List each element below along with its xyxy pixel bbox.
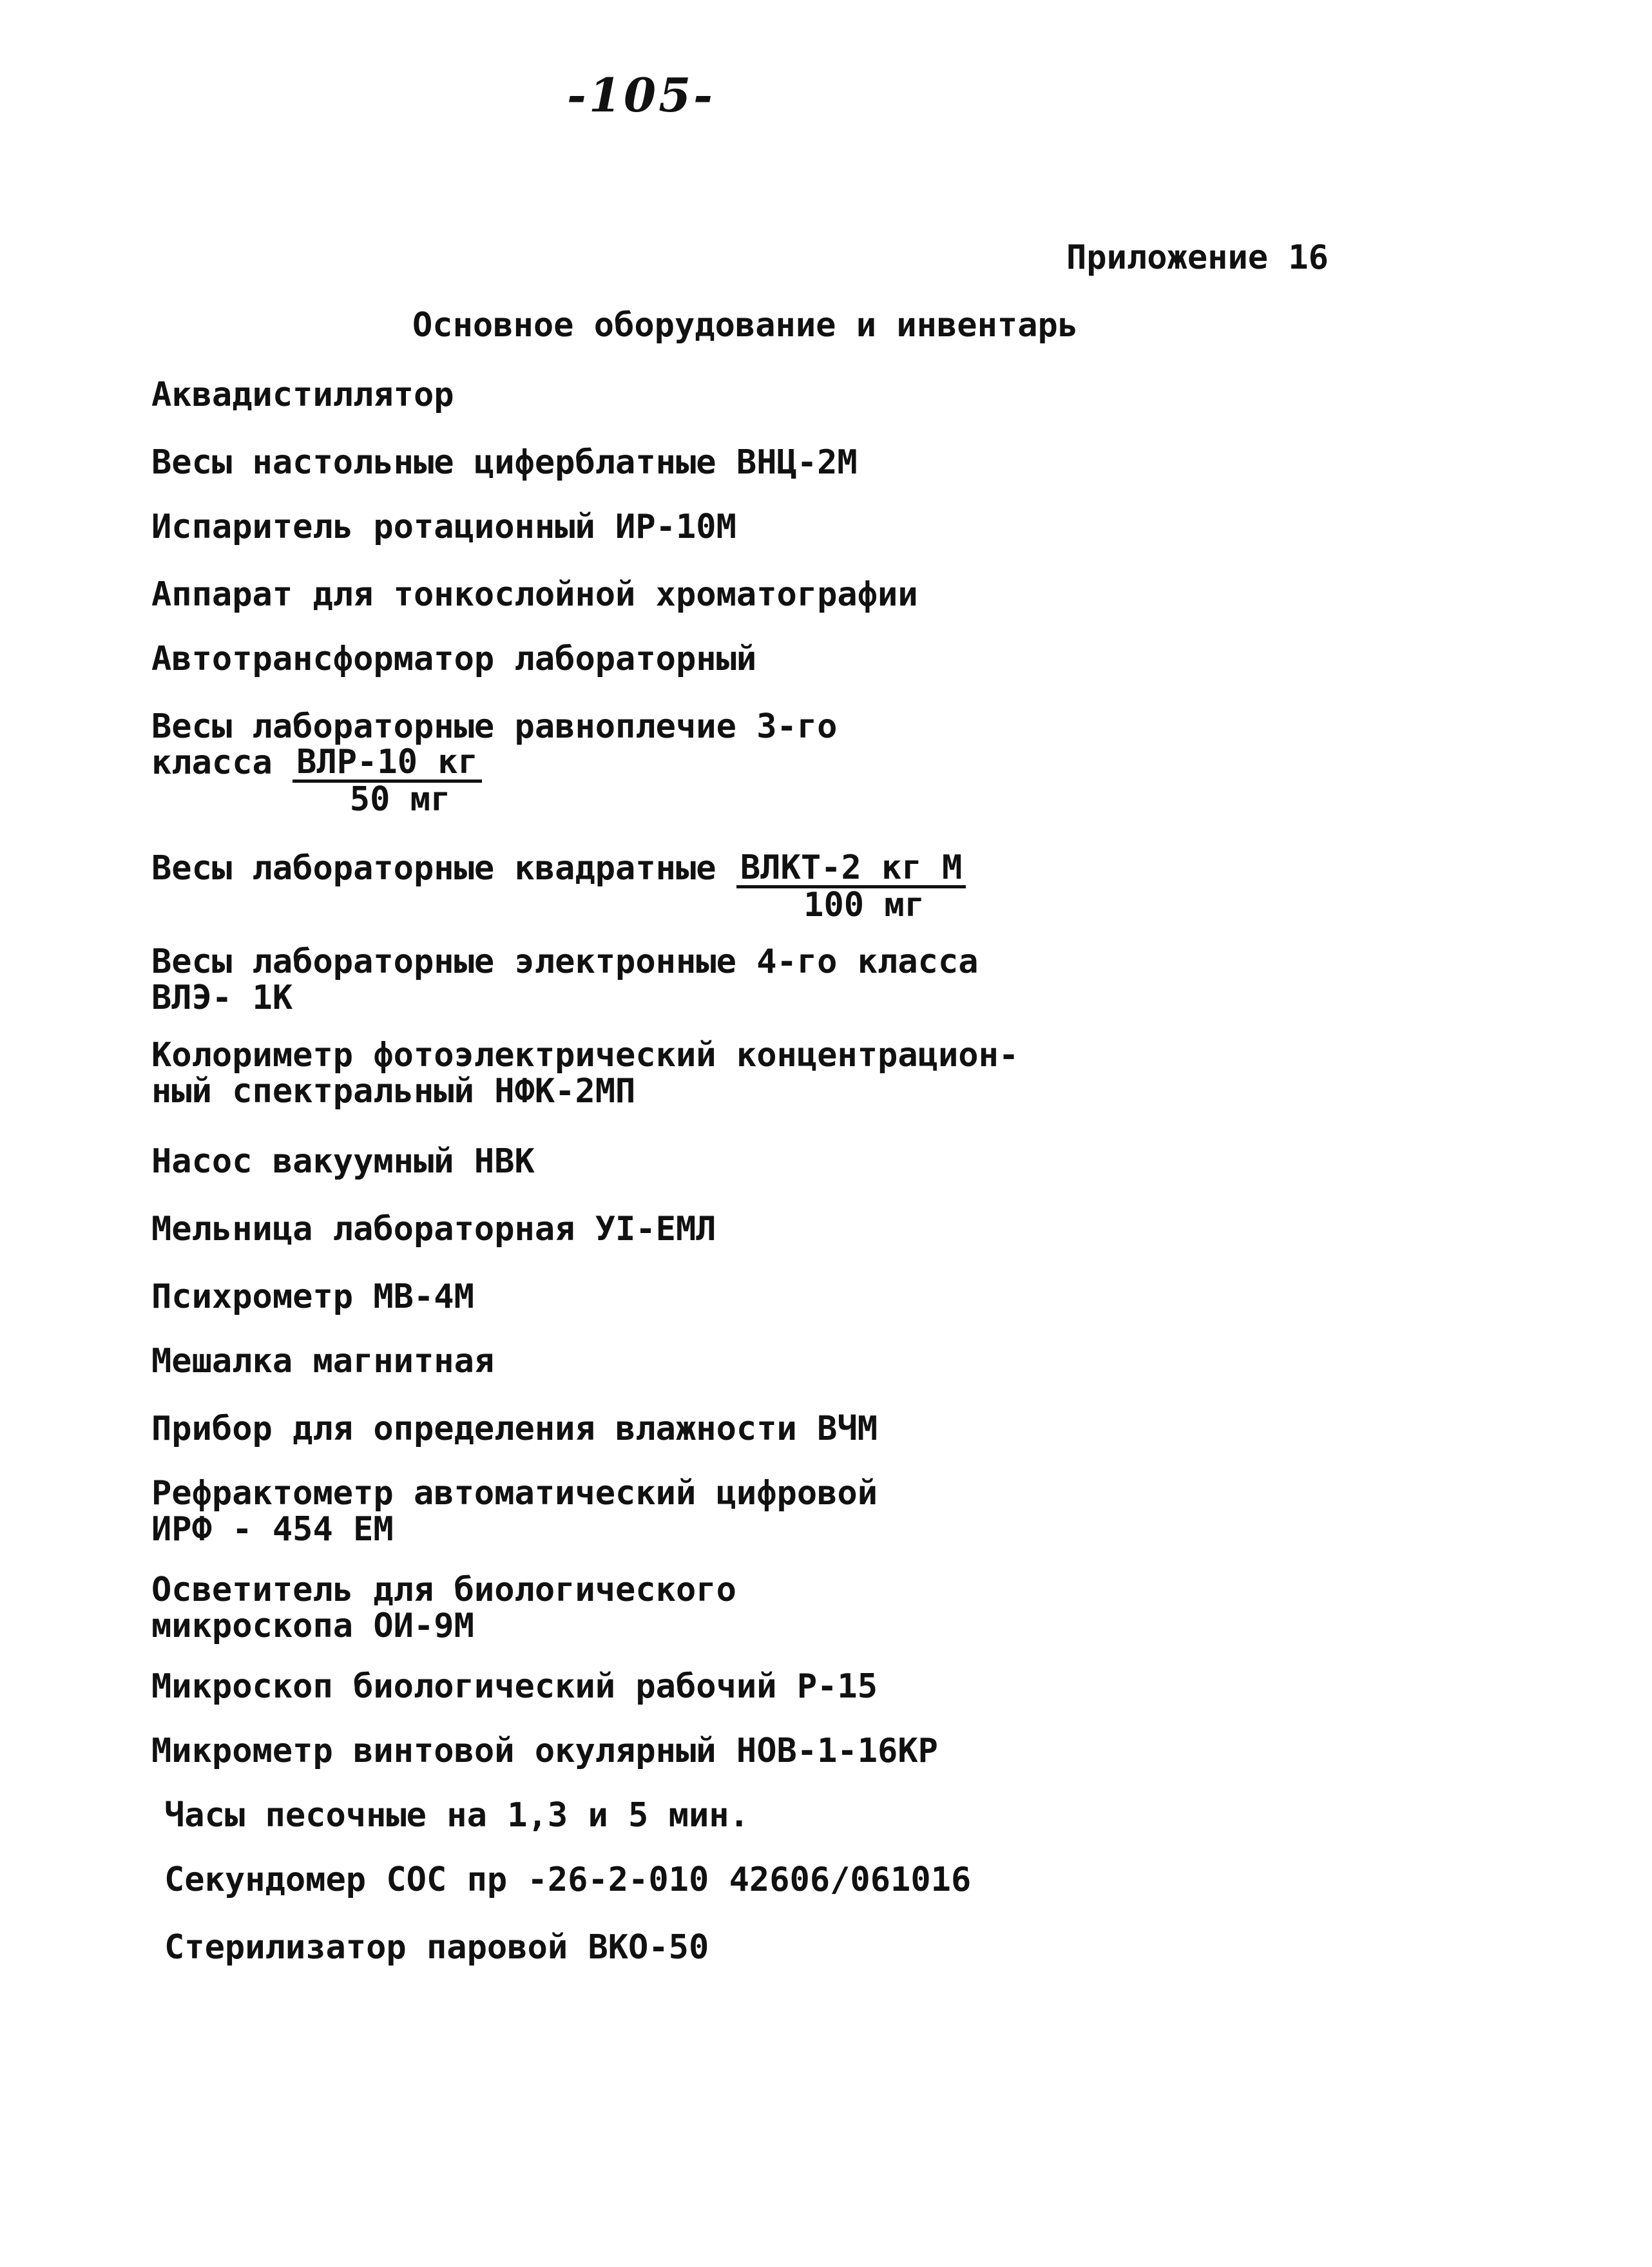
- item-line: ИРФ - 454 ЕМ: [151, 1510, 394, 1549]
- item-line: Рефрактометр автоматический цифровой: [151, 1474, 878, 1513]
- item-line: Весы лабораторные равноплечие 3-го: [151, 707, 838, 746]
- item-text: Психрометр МВ-4М: [151, 1277, 474, 1316]
- list-item: [151, 1733, 938, 1769]
- item-text: Аппарат для тонкослойной хроматографии: [151, 575, 918, 614]
- page-number: -105-: [567, 68, 716, 122]
- list-item: [164, 1862, 971, 1898]
- list-item: [164, 1797, 749, 1833]
- document-title: Основное оборудование и инвентарь: [412, 306, 1079, 345]
- fraction: [736, 850, 966, 922]
- list-item: [151, 577, 918, 613]
- item-line: Колориметр фотоэлектрический концентрацион-: [151, 1036, 1019, 1075]
- fraction-denominator: 100 мг: [803, 886, 925, 924]
- list-item: [151, 944, 979, 1016]
- item-text: Весы настольные циферблатные ВНЦ-2М: [151, 443, 858, 482]
- fraction-numerator: ВЛР-10 кг: [293, 745, 482, 783]
- item-prefix: Весы лабораторные квадратные: [151, 849, 716, 888]
- item-text: Микроскоп биологический рабочий Р-15: [151, 1667, 878, 1706]
- item-text: Испаритель ротационный ИР-10М: [151, 508, 736, 546]
- item-text: Мельница лабораторная УI-ЕМЛ: [151, 1210, 716, 1248]
- item-text: Автотрансформатор лабораторный: [151, 640, 757, 678]
- list-item: [151, 1572, 736, 1644]
- item-line: ный спектральный НФК-2МП: [151, 1072, 636, 1111]
- fraction-numerator: ВЛКТ-2 кг М: [736, 850, 966, 888]
- list-item: [151, 445, 858, 481]
- list-item: [151, 850, 966, 922]
- item-text: Мешалка магнитная: [151, 1342, 495, 1381]
- list-item: [151, 641, 756, 677]
- list-item: [151, 707, 838, 819]
- item-text: Секундомер СОС пр -26-2-010 42606/061016: [164, 1860, 972, 1899]
- item-text: Часы песочные на 1,3 и 5 мин.: [164, 1796, 749, 1835]
- list-item: [151, 1475, 878, 1547]
- item-line: ВЛЭ- 1К: [151, 979, 293, 1017]
- list-item: [151, 1343, 494, 1379]
- fraction: [293, 743, 482, 819]
- list-item: [151, 509, 736, 545]
- item-text: Прибор для определения влажности ВЧМ: [151, 1410, 878, 1448]
- item-line: Осветитель для биологического: [151, 1571, 736, 1609]
- item-line: Весы лабораторные электронные 4-го класса: [151, 942, 979, 981]
- item-prefix: класса: [151, 743, 273, 782]
- list-item: [151, 1211, 716, 1247]
- list-item: [151, 1411, 878, 1447]
- item-text: Аквадистиллятор: [151, 376, 454, 414]
- list-item: [151, 1669, 878, 1705]
- item-text: Стерилизатор паровой ВКО-50: [164, 1928, 709, 1967]
- list-item: [151, 377, 454, 413]
- list-item: [151, 1279, 474, 1315]
- fraction-denominator: 50 мг: [349, 780, 451, 819]
- list-item: [151, 1037, 1019, 1109]
- appendix-label: Приложение 16: [1066, 238, 1329, 277]
- item-line: [151, 743, 837, 819]
- item-line: микроскопа ОИ-9М: [151, 1607, 474, 1645]
- item-text: Микрометр винтовой окулярный НОВ-1-16КР: [151, 1732, 938, 1770]
- list-item: [151, 1143, 535, 1180]
- item-text: Насос вакуумный НВК: [151, 1142, 535, 1181]
- list-item: [164, 1929, 709, 1966]
